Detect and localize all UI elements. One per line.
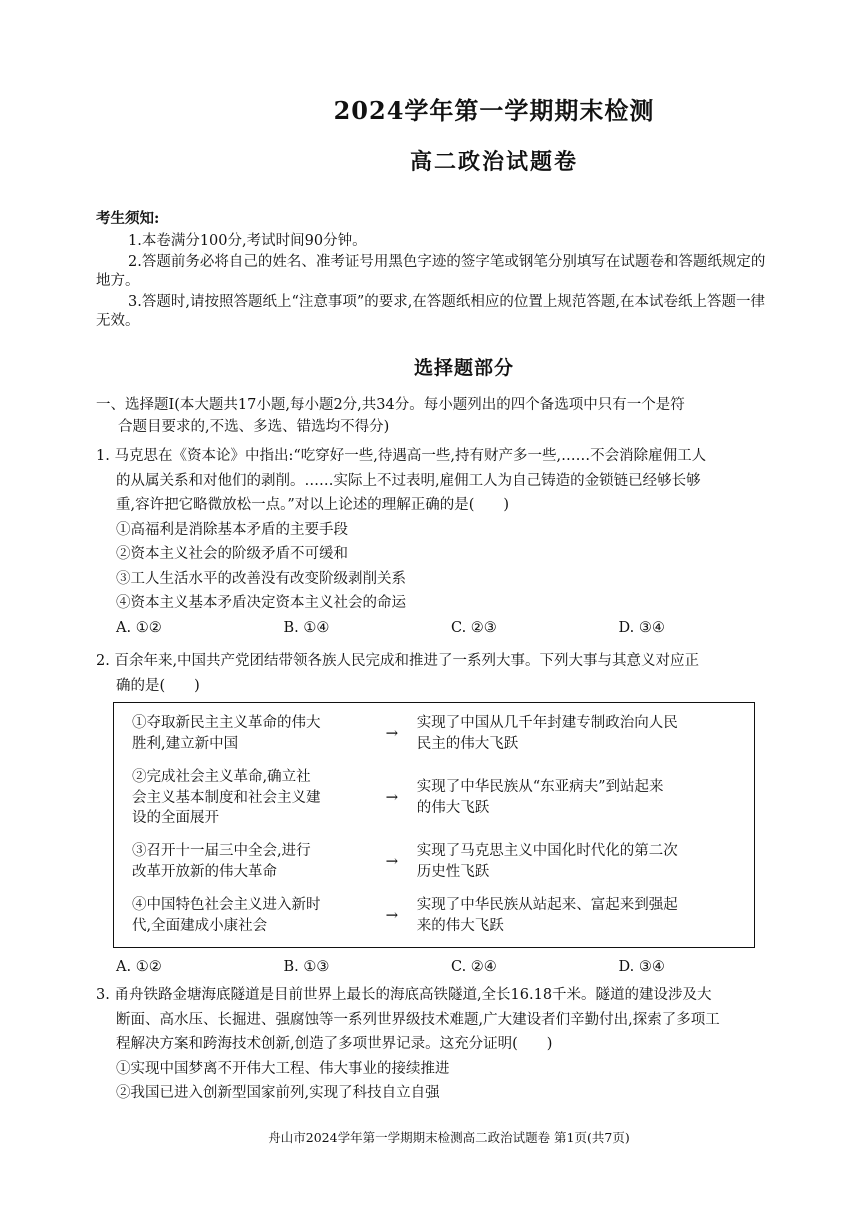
question-stem: 重,容许把它略微放松一点。”对以上论述的理解正确的是( ) [116,497,510,514]
event-text: 改革开放新的伟大革命 [132,863,277,880]
notice-item: 1.本卷满分100分,考试时间90分钟。 [128,232,367,249]
statement: ①高福利是消除基本矛盾的主要手段 [116,521,348,538]
table-row [114,767,754,829]
event-text: 设的全面展开 [132,810,219,827]
event-text: ②完成社会主义革命,确立社 [132,769,311,785]
event-cell [114,841,375,882]
question-stem: 确的是( ) [116,677,200,694]
question-1 [96,447,786,637]
significance-cell [409,895,754,936]
significance-text: 的伟大飞跃 [416,799,490,816]
question-stem: 断面、高水压、长掘进、强腐蚀等一系列世界级技术难题,广大建设者们辛勤付出,探索了多项工 [116,1011,720,1028]
significance-cell [409,841,754,882]
significance-text: 实现了马克思主义中国化时代化的第二次 [416,843,678,859]
question-stem: 1. 马克思在《资本论》中指出:“吃穿好一些,待遇高一些,持有财产多一些,……不会消除雇佣工人 [96,448,707,464]
option-b: B. ①④ [283,619,330,636]
statement: ①实现中国梦离不开伟大工程、伟大事业的接续推进 [116,1060,450,1077]
significance-text: 历史性飞跃 [416,863,490,880]
question-2-options [96,958,786,977]
section-title: 选择题部分 [413,357,514,379]
exam-subtitle: 高二政治试题卷 [409,149,578,175]
arrow-icon: → [385,788,399,807]
event-cell [114,767,375,829]
question-3 [96,986,786,1103]
table-row [114,895,754,936]
option-c: C. ②③ [451,619,497,636]
question-2 [96,652,786,695]
arrow-icon: → [385,851,399,870]
event-text: 代,全面建成小康社会 [132,917,268,934]
event-cell [114,895,375,936]
question-stem: 程解决方案和跨海技术创新,创造了多项世界记录。这充分证明( ) [116,1036,553,1053]
exam-title: 2024学年第一学期期末检测 [333,96,655,125]
answer-options [96,619,786,638]
answer-options [96,958,786,977]
option-a: A. ①② [116,959,162,975]
part-line: 合题目要求的,不选、多选、错选均不得分) [118,418,390,435]
significance-text: 来的伟大飞跃 [416,917,504,934]
significance-text: 实现了中华民族从“东亚病夫”到站起来 [416,779,664,796]
table-row [114,841,754,882]
statement: ②资本主义社会的阶级矛盾不可缓和 [116,546,348,563]
significance-cell [409,713,754,754]
events-table [113,702,755,948]
notice-heading: 考生须知: [96,210,160,227]
arrow-icon: → [385,723,399,742]
statement: ②我国已进入创新型国家前列,实现了科技自立自强 [116,1085,440,1102]
notice-block [96,210,776,330]
event-text: ④中国特色社会主义进入新时 [132,897,321,913]
question-stem: 2. 百余年来,中国共产党团结带领各族人民完成和推进了一系列大事。下列大事与其意义对应正 [96,653,700,669]
event-text: 会主义基本制度和社会主义建 [132,789,321,806]
significance-text: 民主的伟大飞跃 [416,735,519,752]
part-line: 一、选择题Ⅰ(本大题共17小题,每小题2分,共34分。每小题列出的四个备选项中只有一个是符 [96,397,685,413]
event-cell [114,713,375,754]
event-text: 胜利,建立新中国 [132,735,239,752]
option-b: B. ①③ [283,959,330,975]
arrow-icon: → [385,905,399,924]
significance-text: 实现了中国从几千年封建专制政治向人民 [416,715,678,731]
notice-item: 3.答题时,请按照答题纸上“注意事项”的要求,在答题纸相应的位置上规范答题,在本试卷纸上答题一律无效。 [96,294,765,329]
statement: ③工人生活水平的改善没有改变阶级剥削关系 [116,570,406,587]
option-c: C. ②④ [451,959,497,975]
option-a: A. ①② [116,619,162,636]
question-stem: 3. 甬舟铁路金塘海底隧道是目前世界上最长的海底高铁隧道,全长16.18千米。隧道的建设涉及大 [96,987,712,1003]
option-d: D. ③④ [618,959,665,975]
option-d: D. ③④ [618,619,665,636]
table-row [114,713,754,754]
significance-cell [409,777,754,818]
page-footer: 舟山市2024学年第一学期期末检测高二政治试题卷 第1页(共7页) [268,1130,630,1145]
question-stem: 的从属关系和对他们的剥削。……实际上不过表明,雇佣工人为自己铸造的金锁链已经够长够 [116,472,701,489]
notice-item: 2.答题前务必将自己的姓名、准考证号用黑色字迹的签字笔或钢笔分别填写在试题卷和答题纸规定的地方。 [96,254,766,289]
significance-text: 实现了中华民族从站起来、富起来到强起 [416,897,678,913]
event-text: ③召开十一届三中全会,进行 [132,843,311,859]
event-text: ①夺取新民主主义革命的伟大 [132,715,321,731]
statement: ④资本主义基本矛盾决定资本主义社会的命运 [116,595,406,612]
part-instructions [96,396,786,436]
